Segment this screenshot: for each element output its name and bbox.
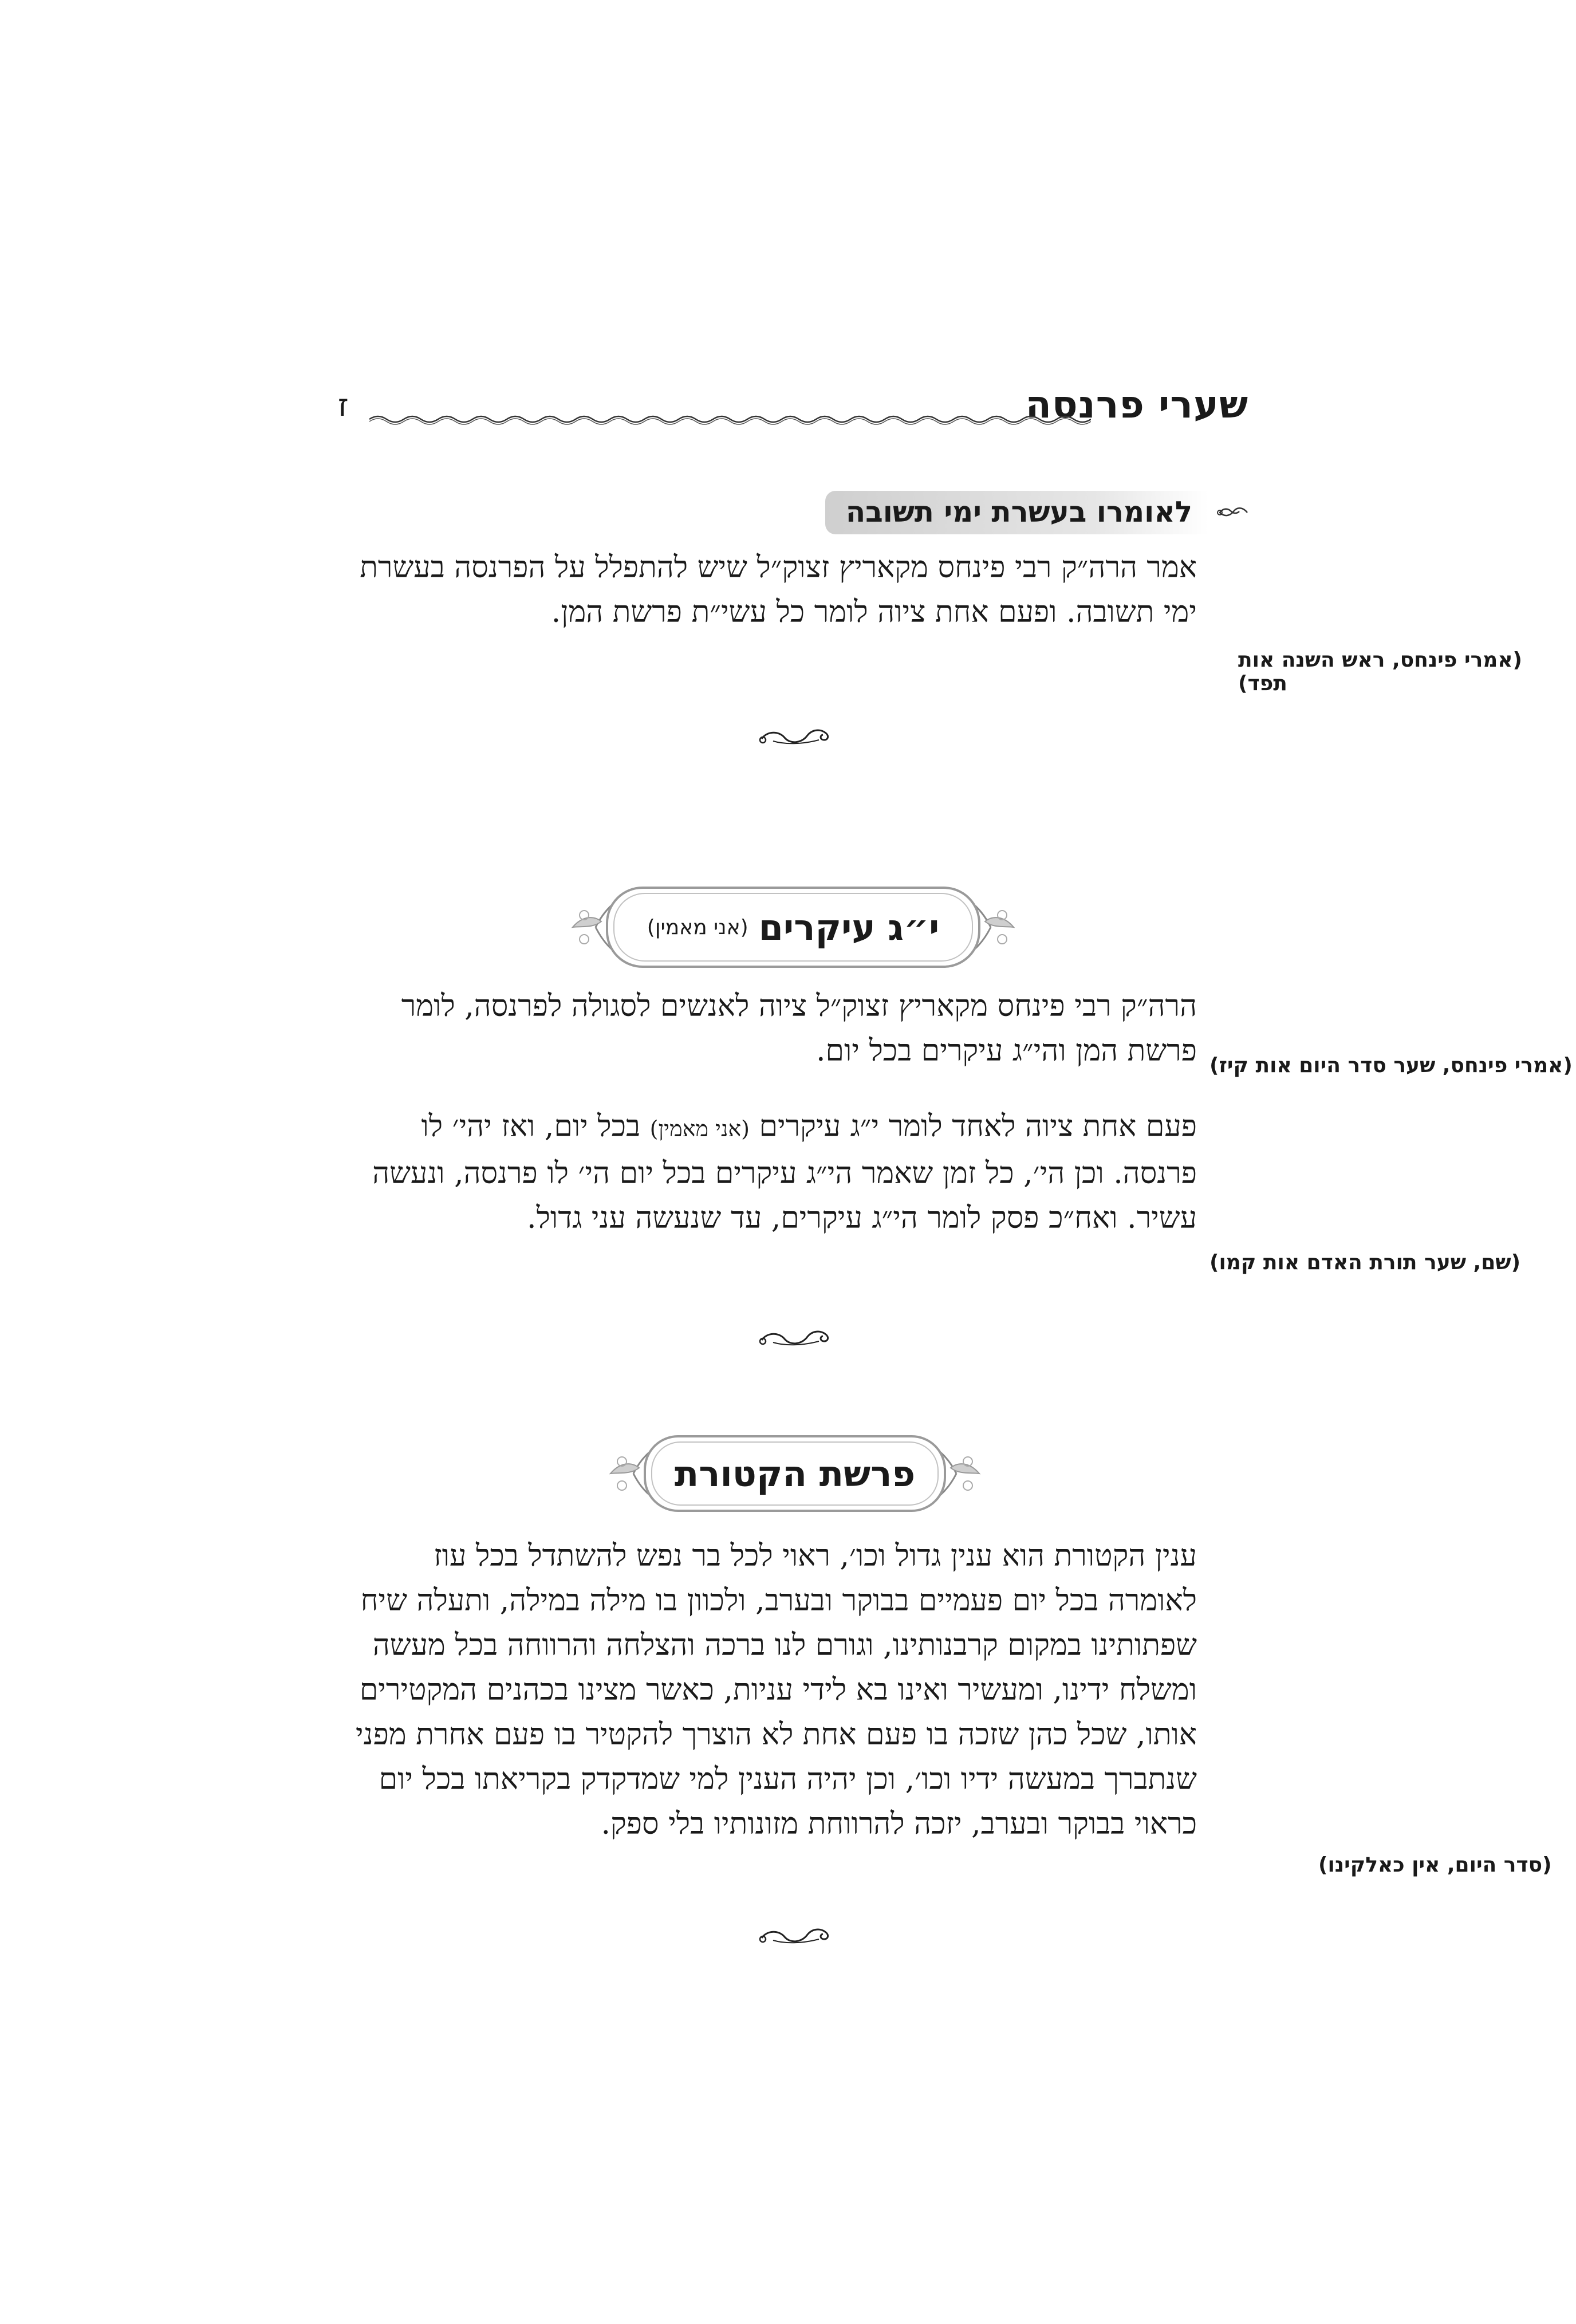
paragraph [338,1104,1197,1240]
section-subtitle: (אני מאמין) [647,915,748,939]
section-title: פרשת הקטורת [674,1452,916,1495]
wavy-rule-icon [369,412,1091,426]
citation: (אמרי פינחס, שער סדר היום אות קיז) [1209,1054,1573,1077]
section-heading-label: לאומרו בעשרת ימי תשובה [825,491,1208,534]
citation: (שם, שער תורת האדם אות קמו) [1209,1251,1521,1274]
framed-title [561,881,1025,974]
paragraph [338,984,1197,1073]
paragraph [338,545,1197,635]
flourish-divider-icon [756,1925,836,1948]
page-number: ז [338,387,349,423]
text-line: לאומרה בכל יום פעמיים בבוקר ובערב, ולכוון בו מילה במילה, ותעלה שיח [360,1584,1197,1618]
running-header [338,383,1248,446]
text-span-small: (אני מאמין) [649,1116,750,1141]
section-title: י״ג עיקרים [758,906,940,948]
text-line: הרה״ק רבי פינחס מקאריץ זצוק״ל ציוה לאנשים לסגולה לפרנסה, לומר [401,989,1197,1023]
flourish-divider-icon [756,726,836,749]
text-line: פרנסה. וכן הי׳, כל זמן שאמר הי״ג עיקרים בכל יום הי׳ לו פרנסה, ונעשה [372,1156,1197,1191]
text-line: אמר הרה״ק רבי פינחס מקאריץ זצוק״ל שיש להתפלל על הפרנסה בעשרת [360,550,1197,585]
text-line: אותו, שכל כהן שזכה בו פעם אחת לא הוצרך להקטיר בו פעם אחרת מפני [356,1718,1197,1752]
text-line: ענין הקטורת הוא ענין גדול וכו׳, ראוי לכל בר נפש להשתדל בכל עוז [434,1539,1197,1573]
text-line [338,1104,1197,1151]
text-line: ומשלח ידינו, ומעשיר ואינו בא לידי עניות, כאשר מצינו בכהנים המקטירים [359,1673,1197,1707]
text-span: פעם אחת ציוה לאחד לומר י״ג עיקרים [759,1109,1197,1144]
text-span: בכל יום, ואז יהי׳ לו [421,1109,641,1144]
citation: (אמרי פינחס, ראש השנה אות תפד) [1238,648,1523,695]
paragraph [338,1534,1197,1846]
framed-title-text [600,1429,990,1518]
text-line: עשיר. ואח״כ פסק לומר הי״ג עיקרים, עד שנעשה עני גדול. [527,1201,1197,1235]
flourish-divider-icon [756,1328,836,1350]
section-heading [825,493,1248,533]
framed-title [600,1429,990,1518]
citation: (סדר היום, אין כאלקינו) [1318,1853,1552,1877]
text-line: ימי תשובה. ופעם אחת ציוה לומר כל עשי״ת פרשת המן. [551,595,1197,629]
text-line: שנתברך במעשה ידיו וכו׳, וכן יהיה הענין למי שמדקדק בקריאתו בכל יום [379,1762,1197,1797]
ornament-leaf-icon [1215,504,1248,521]
text-line: פרשת המן והי״ג עיקרים בכל יום. [816,1034,1197,1068]
text-line: כראוי בבוקר ובערב, יזכה להרווחת מזונותיו בלי ספק. [601,1807,1197,1841]
book-title: שערי פרנסה [1025,383,1248,427]
framed-title-text [561,881,1025,974]
text-line: שפתותינו במקום קרבנותינו, וגורם לנו ברכה והצלחה והרווחה בכל מעשה [372,1628,1197,1663]
